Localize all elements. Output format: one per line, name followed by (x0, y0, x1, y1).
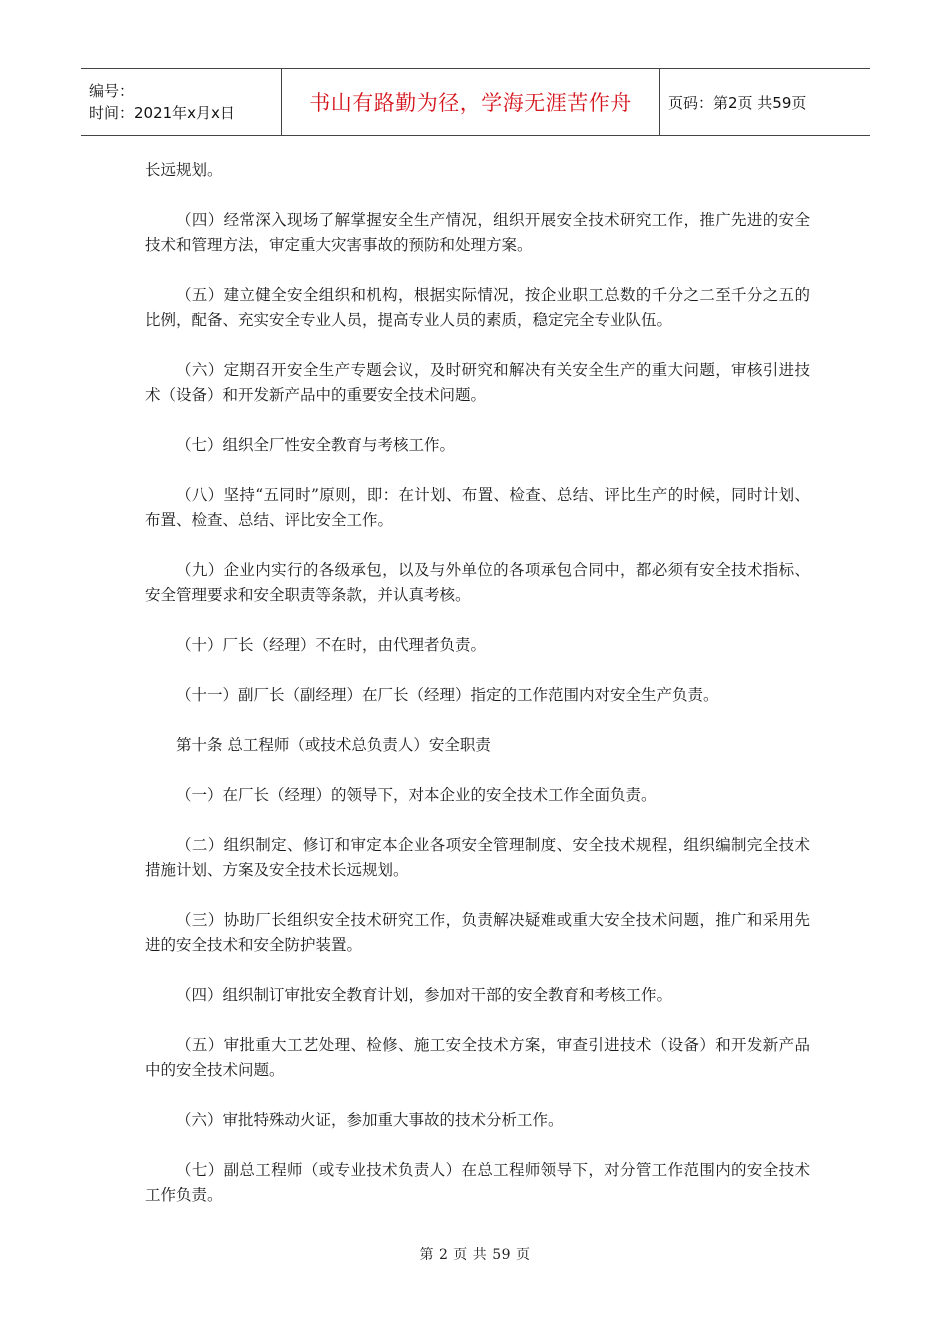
document-body (145, 158, 810, 1233)
paragraph: （十）厂长（经理）不在时，由代理者负责。 (176, 636, 487, 654)
paragraph: （六）审批特殊动火证，参加重大事故的技术分析工作。 (176, 1111, 564, 1129)
paragraph: （二）组织制定、修订和审定本企业各项安全管理制度、安全技术规程，组织编制完全技术措施计划、方案及安全技术长远规划。 (145, 836, 810, 879)
paragraph: （五）审批重大工艺处理、检修、施工安全技术方案，审查引进技术（设备）和开发新产品中的安全技术问题。 (145, 1036, 810, 1079)
section-heading: 第十条 总工程师（或技术总负责人）安全职责 (176, 736, 491, 754)
document-number-label: 编号： (89, 82, 135, 100)
header-motto-cell (282, 69, 660, 135)
paragraph: （七）副总工程师（或专业技术负责人）在总工程师领导下，对分管工作范围内的安全技术工作负责。 (145, 1161, 810, 1204)
paragraph: （十一）副厂长（副经理）在厂长（经理）指定的工作范围内对安全生产负责。 (176, 686, 719, 704)
page-header (81, 68, 870, 136)
paragraph: （三）协助厂长组织安全技术研究工作，负责解决疑难或重大安全技术问题，推广和采用先进的安全技术和安全防护装置。 (145, 911, 810, 954)
paragraph: （七）组织全厂性安全教育与考核工作。 (176, 436, 456, 454)
header-page-cell (660, 69, 870, 135)
paragraph: （九）企业内实行的各级承包，以及与外单位的各项承包合同中，都必须有安全技术指标、安全管理要求和安全职责等条款，并认真考核。 (145, 561, 810, 604)
paragraph: （六）定期召开安全生产专题会议，及时研究和解决有关安全生产的重大问题，审核引进技术（设备）和开发新产品中的重要安全技术问题。 (145, 361, 810, 404)
header-motto: 书山有路勤为径，学海无涯苦作舟 (309, 91, 632, 115)
page-footer: 第 2 页 共 59 页 (419, 1247, 531, 1263)
header-page-number: 页码：第2页 共59页 (668, 93, 807, 112)
paragraph: （五）建立健全安全组织和机构，根据实际情况，按企业职工总数的千分之二至千分之五的比例，配备、充实安全专业人员，提高专业人员的素质，稳定完全专业队伍。 (145, 286, 810, 329)
paragraph: （一）在厂长（经理）的领导下，对本企业的安全技术工作全面负责。 (176, 786, 657, 804)
header-meta (81, 69, 282, 135)
paragraph: 长远规划。 (145, 161, 223, 179)
paragraph: （四）经常深入现场了解掌握安全生产情况，组织开展安全技术研究工作，推广先进的安全技术和管理方法，审定重大灾害事故的预防和处理方案。 (145, 211, 810, 254)
document-time-label: 时间：2021年x月x日 (89, 104, 235, 122)
paragraph: （八）坚持“五同时”原则，即：在计划、布置、检查、总结、评比生产的时候，同时计划、布置、检查、总结、评比安全工作。 (145, 486, 810, 529)
paragraph: （四）组织制订审批安全教育计划，参加对干部的安全教育和考核工作。 (176, 986, 673, 1004)
